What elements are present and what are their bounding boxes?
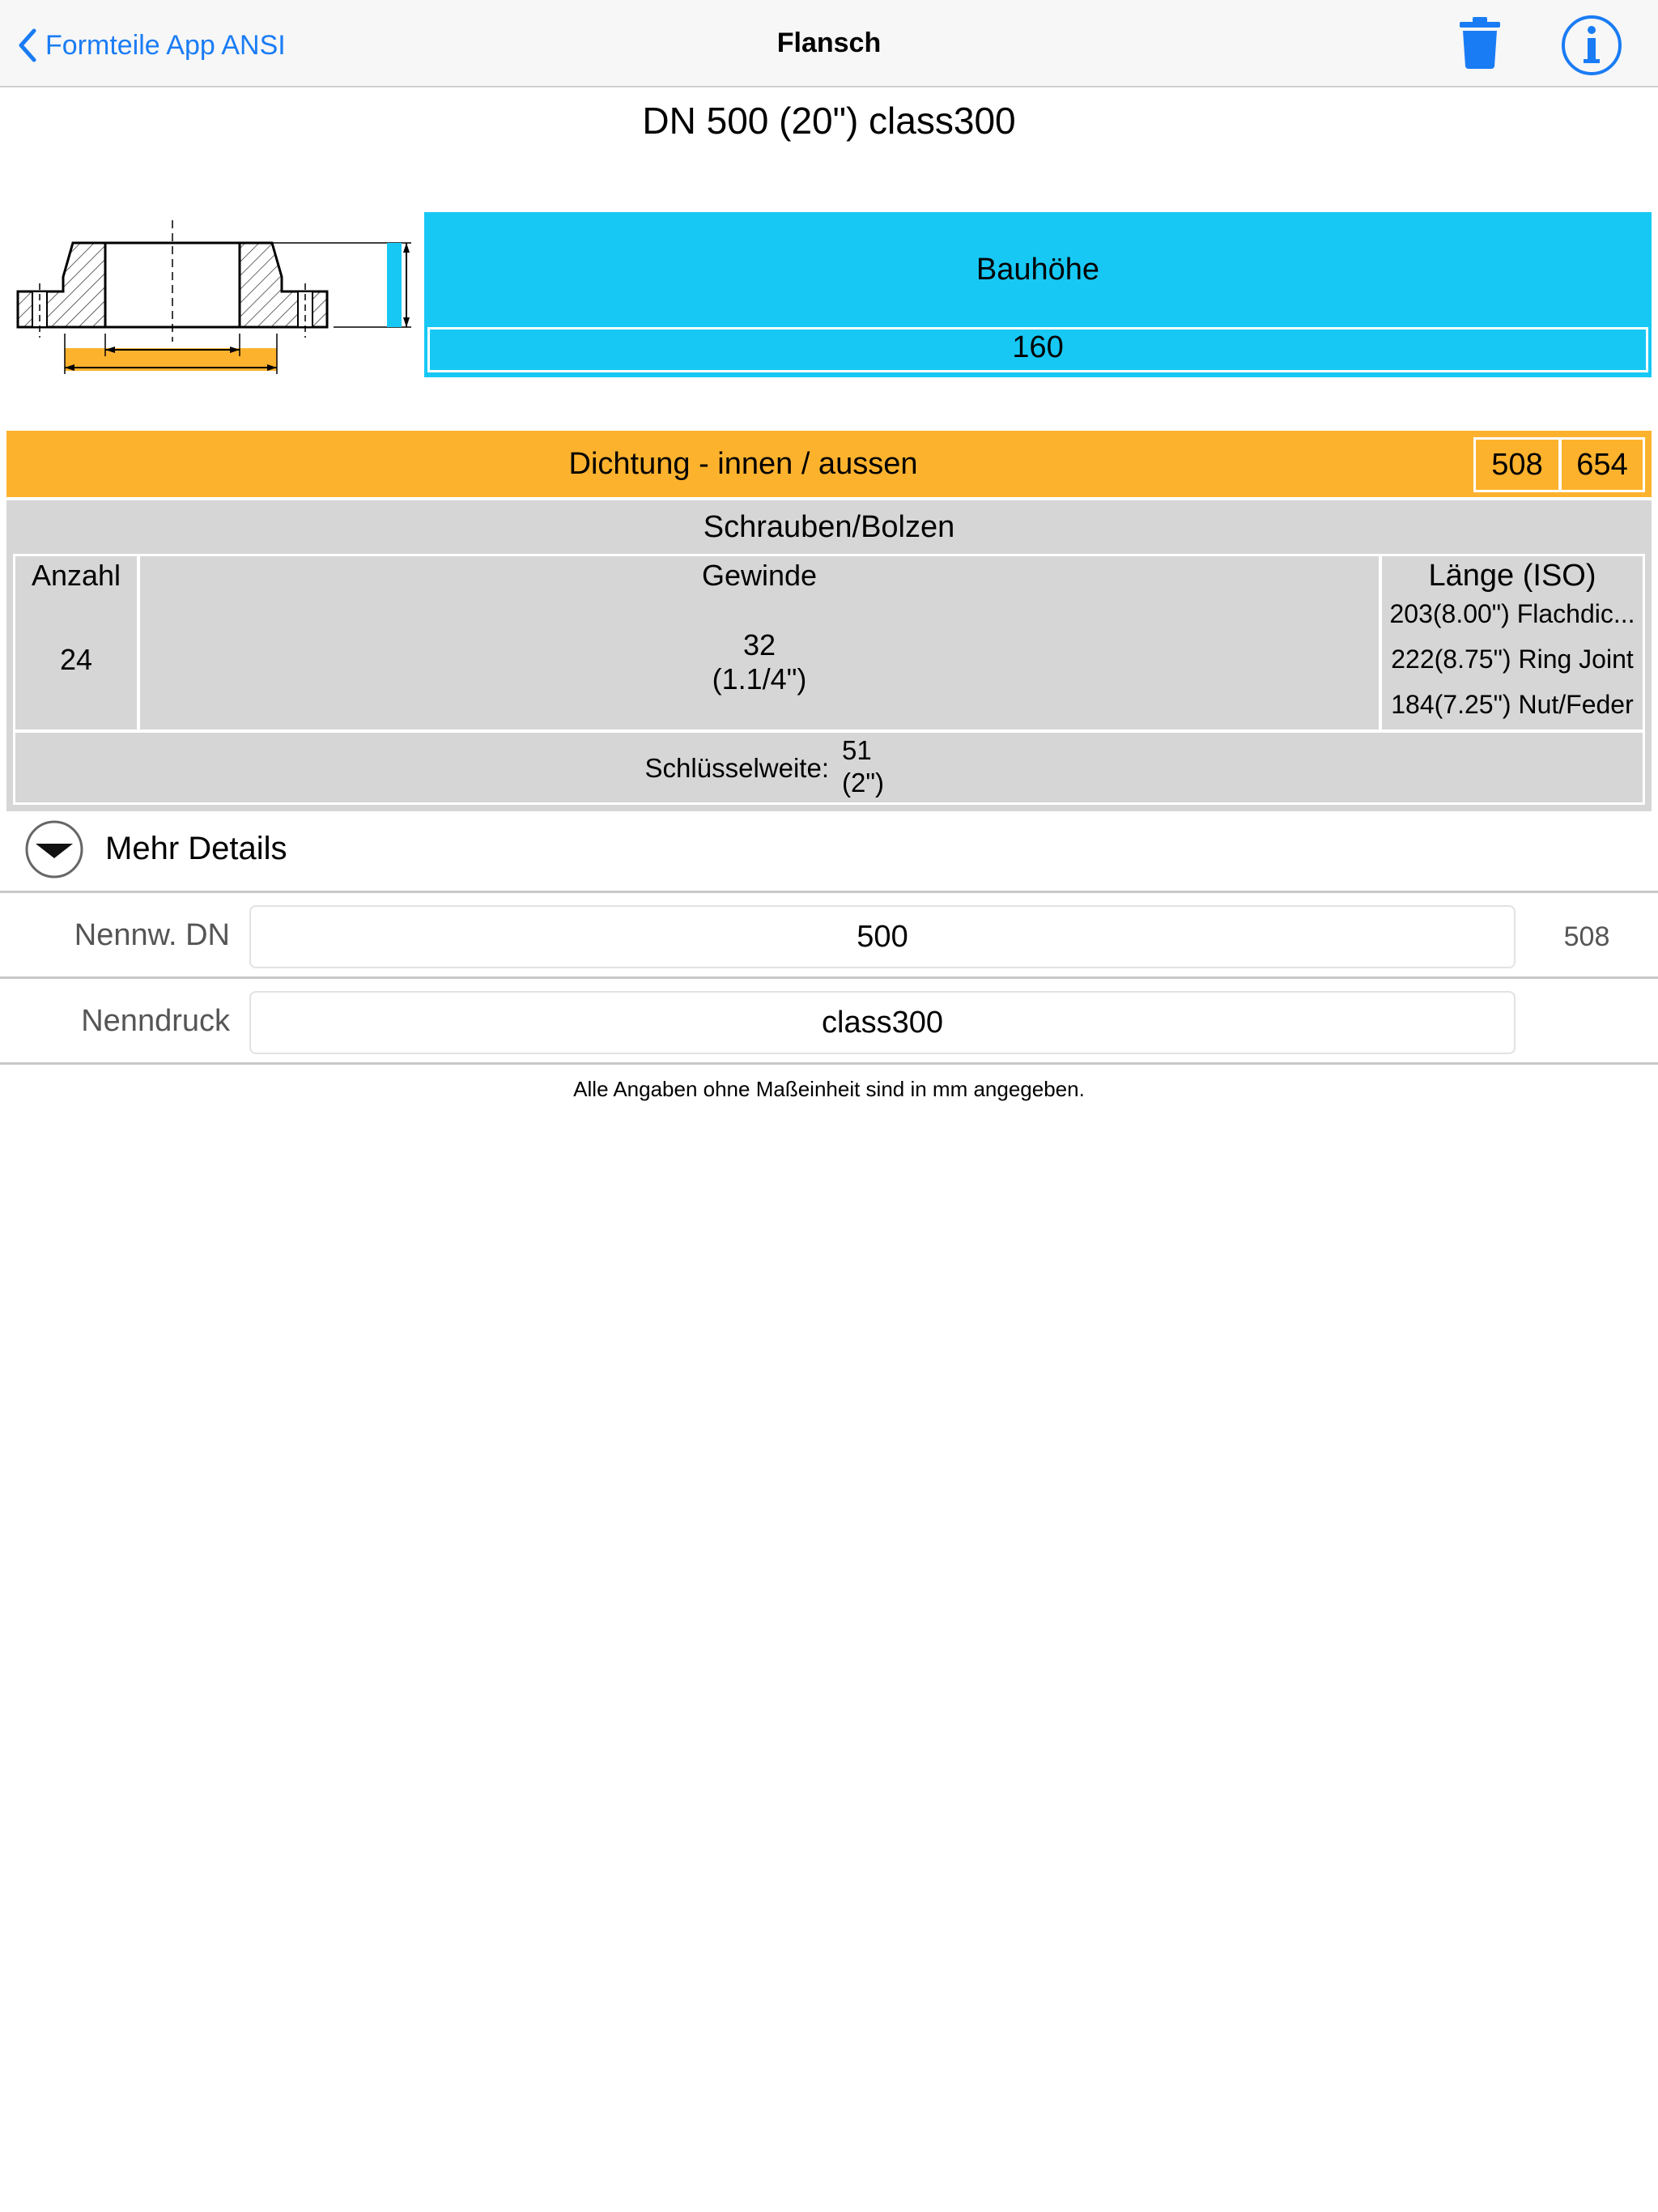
mehr-details-label[interactable]: Mehr Details [105, 831, 287, 866]
separator [0, 1062, 1658, 1065]
anzahl-header: Anzahl [31, 559, 121, 592]
schrauben-title: Schrauben/Bolzen [703, 510, 955, 544]
separator [0, 891, 1658, 893]
laenge-row-nut-feder: 184(7.25") Nut/Feder [1391, 690, 1634, 719]
nenndruck-label: Nenndruck [81, 1004, 230, 1038]
nennweite-input[interactable] [249, 905, 1516, 968]
page-heading: DN 500 (20") class300 [642, 100, 1016, 142]
nennweite-outer-diameter: 508 [1563, 921, 1610, 952]
laenge-row-ring-joint: 222(8.75") Ring Joint [1391, 644, 1634, 674]
back-button-label: Formteile App ANSI [45, 29, 286, 61]
bauhoehe-value: 160 [1012, 330, 1064, 364]
info-icon[interactable] [1561, 15, 1622, 76]
schluesselweite-label: Schlüsselweite: [644, 753, 829, 783]
nenndruck-input[interactable] [249, 991, 1516, 1054]
separator [0, 976, 1658, 979]
laenge-row-flachdichtung: 203(8.00") Flachdic... [1389, 599, 1635, 628]
gewinde-header: Gewinde [701, 559, 818, 592]
bauhoehe-label: Bauhöhe [976, 253, 1100, 287]
dichtung-label: Dichtung - innen / aussen [568, 447, 918, 481]
nennweite-label: Nennw. DN [74, 918, 230, 952]
trash-icon[interactable] [1457, 16, 1503, 70]
flange-drawing [15, 212, 419, 382]
nav-title: Flansch [776, 28, 882, 58]
laenge-header: Länge (ISO) [1428, 559, 1596, 593]
chevron-down-circle-icon[interactable] [24, 819, 84, 879]
gewinde-inch-value: (1.1/4") [712, 662, 807, 696]
dichtung-outer-value: 654 [1559, 437, 1645, 492]
schluesselweite-inch-value: (2") [842, 768, 885, 798]
dichtung-inner-value: 508 [1473, 437, 1561, 492]
schluesselweite-value: 51 [842, 735, 872, 765]
footnote: Alle Angaben ohne Maßeinheit sind in mm angegeben. [573, 1077, 1085, 1101]
gewinde-value: 32 [742, 628, 776, 661]
anzahl-value: 24 [59, 643, 93, 676]
